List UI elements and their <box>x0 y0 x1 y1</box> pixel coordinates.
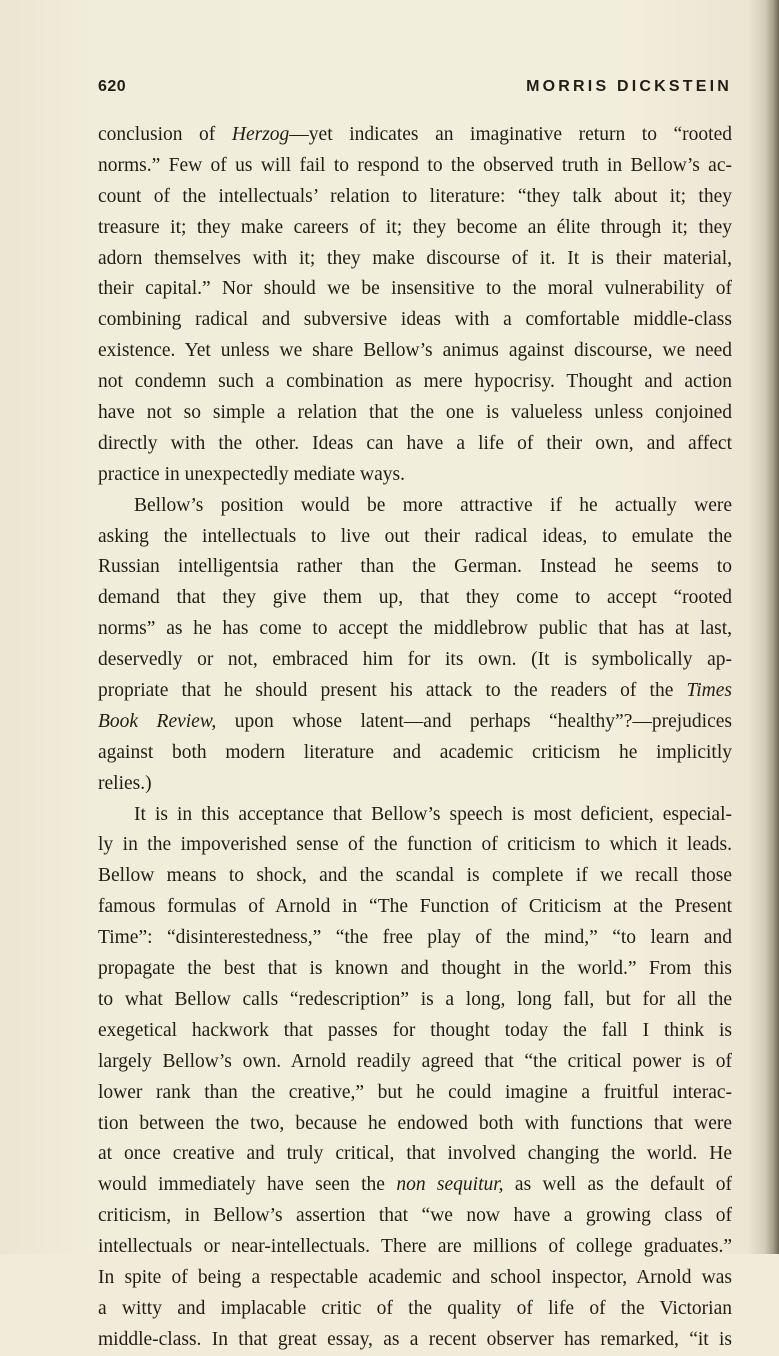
text-run: lower rank than the creative,” but he could imagine a fruitful interac- <box>98 1081 732 1103</box>
text-run: Time”: “disinterestedness,” “the free play of the mind,” “to learn and <box>98 927 732 949</box>
text-line <box>98 985 732 1016</box>
text-line <box>98 305 732 336</box>
text-run: upon whose latent—and perhaps “healthy”?—prejudices <box>216 710 733 732</box>
text-line <box>98 120 732 151</box>
text-run: would immediately have seen the <box>98 1174 397 1196</box>
text-line <box>98 923 732 954</box>
text-line <box>98 1232 732 1263</box>
text-run: propagate the best that is known and thought in the world.” From this <box>98 958 732 980</box>
text-line <box>98 274 732 305</box>
text-line <box>98 892 732 923</box>
text-run: at once creative and truly critical, that involved changing the world. He <box>98 1143 732 1165</box>
text-line <box>98 830 732 861</box>
text-line <box>98 645 732 676</box>
text-run: criticism, in Bellow’s assertion that “we now have a growing class of <box>98 1205 732 1227</box>
text-run: —yet indicates an imaginative return to “rooted <box>289 124 732 145</box>
text-run: adorn themselves with it; they make discourse of it. It is their material, <box>98 247 732 269</box>
text-run: Russian intelligentsia rather than the German. Instead he seems to <box>98 556 732 578</box>
text-line <box>98 522 732 553</box>
text-run: a witty and implacable critic of the quality of life of the Victorian <box>98 1297 732 1319</box>
text-line <box>98 583 732 614</box>
text-line <box>98 1109 732 1140</box>
text-line <box>98 1201 732 1232</box>
text-line <box>98 398 732 429</box>
text-line <box>98 614 732 645</box>
text-run: deservedly or not, embraced him for its own. (It is symbolically ap- <box>98 649 732 671</box>
text-line <box>98 1047 732 1078</box>
italic-text: Herzog <box>231 124 290 145</box>
text-run: as well as the default of <box>503 1174 732 1196</box>
text-run: not condemn such a combination as mere hypocrisy. Thought and action <box>98 371 732 393</box>
text-line <box>98 367 732 398</box>
text-run: demand that they give them up, that they come to accept “rooted <box>98 587 732 609</box>
text-line <box>98 151 732 182</box>
text-line <box>98 1294 732 1325</box>
text-line <box>98 800 732 831</box>
text-run: famous formulas of Arnold in “The Function of Criticism at the Present <box>98 896 732 918</box>
text-line <box>98 244 732 275</box>
text-line <box>98 1016 732 1047</box>
text-line <box>98 676 732 707</box>
text-run: intellectuals or near-intellectuals. There are millions of college graduates.” <box>98 1236 732 1258</box>
text-line <box>98 460 732 491</box>
text-run: largely Bellow’s own. Arnold readily agreed that “the critical power is of <box>98 1050 732 1072</box>
text-line <box>98 1170 732 1201</box>
text-line <box>98 861 732 892</box>
text-run: directly with the other. Ideas can have a life of their own, and affect <box>98 432 732 454</box>
text-line <box>98 429 732 460</box>
running-head: MORRIS DICKSTEIN <box>526 78 732 95</box>
italic-text: non sequitur, <box>396 1174 504 1196</box>
text-run: practice in unexpectedly mediate ways. <box>98 463 405 485</box>
text-line <box>98 738 732 769</box>
text-run: In spite of being a respectable academic and school inspector, Arnold was <box>98 1266 732 1288</box>
text-run: to what Bellow calls “redescription” is a long, long fall, but for all the <box>98 988 732 1010</box>
text-run: middle-class. In that great essay, as a recent observer has remarked, “it is <box>98 1328 732 1350</box>
text-run: their capital.” Nor should we be insensitive to the moral vulnerability of <box>98 278 732 300</box>
text-run: relies.) <box>98 772 152 794</box>
page-header <box>98 78 732 102</box>
body-text <box>98 120 732 1356</box>
text-line <box>98 1078 732 1109</box>
text-run: It is in this acceptance that Bellow’s speech is most deficient, especial- <box>134 803 732 825</box>
text-run: ly in the impoverished sense of the function of criticism to which it leads. <box>98 834 732 856</box>
text-line <box>98 1263 732 1294</box>
text-run: norms.” Few of us will fail to respond to the observed truth in Bellow’s ac- <box>98 154 732 176</box>
text-line <box>98 213 732 244</box>
text-run: Bellow’s position would be more attractive if he actually were <box>134 494 732 516</box>
text-run: combining radical and subversive ideas with a comfortable middle-class <box>98 309 732 331</box>
text-line <box>98 182 732 213</box>
italic-text: Book Review, <box>98 710 217 732</box>
text-run: existence. Yet unless we share Bellow’s animus against discourse, we need <box>98 340 732 362</box>
text-run: against both modern literature and academic criticism he implicitly <box>98 741 732 763</box>
text-line <box>98 1139 732 1170</box>
text-line <box>98 769 732 800</box>
text-line <box>98 491 732 522</box>
text-line <box>98 1325 732 1356</box>
text-run: count of the intellectuals’ relation to literature: “they talk about it; they <box>98 185 732 207</box>
text-run: conclusion of <box>98 124 232 145</box>
text-run: have not so simple a relation that the one is valueless unless conjoined <box>98 402 732 424</box>
text-run: propriate that he should present his attack to the readers of the <box>98 680 687 702</box>
text-line <box>98 707 732 738</box>
text-line <box>98 336 732 367</box>
text-run: exegetical hackwork that passes for thought today the fall I think is <box>98 1019 732 1041</box>
text-line <box>98 552 732 583</box>
page-gutter-shadow <box>765 0 779 1254</box>
text-run: treasure it; they make careers of it; they become an élite through it; they <box>98 216 732 238</box>
text-run: norms” as he has come to accept the middlebrow public that has at last, <box>98 618 732 640</box>
text-run: asking the intellectuals to live out their radical ideas, to emulate the <box>98 525 732 547</box>
text-line <box>98 954 732 985</box>
text-run: tion between the two, because he endowed both with functions that were <box>98 1112 732 1134</box>
italic-text: Times <box>686 680 732 702</box>
text-run: Bellow means to shock, and the scandal is complete if we recall those <box>98 865 732 887</box>
page-number: 620 <box>98 78 127 95</box>
